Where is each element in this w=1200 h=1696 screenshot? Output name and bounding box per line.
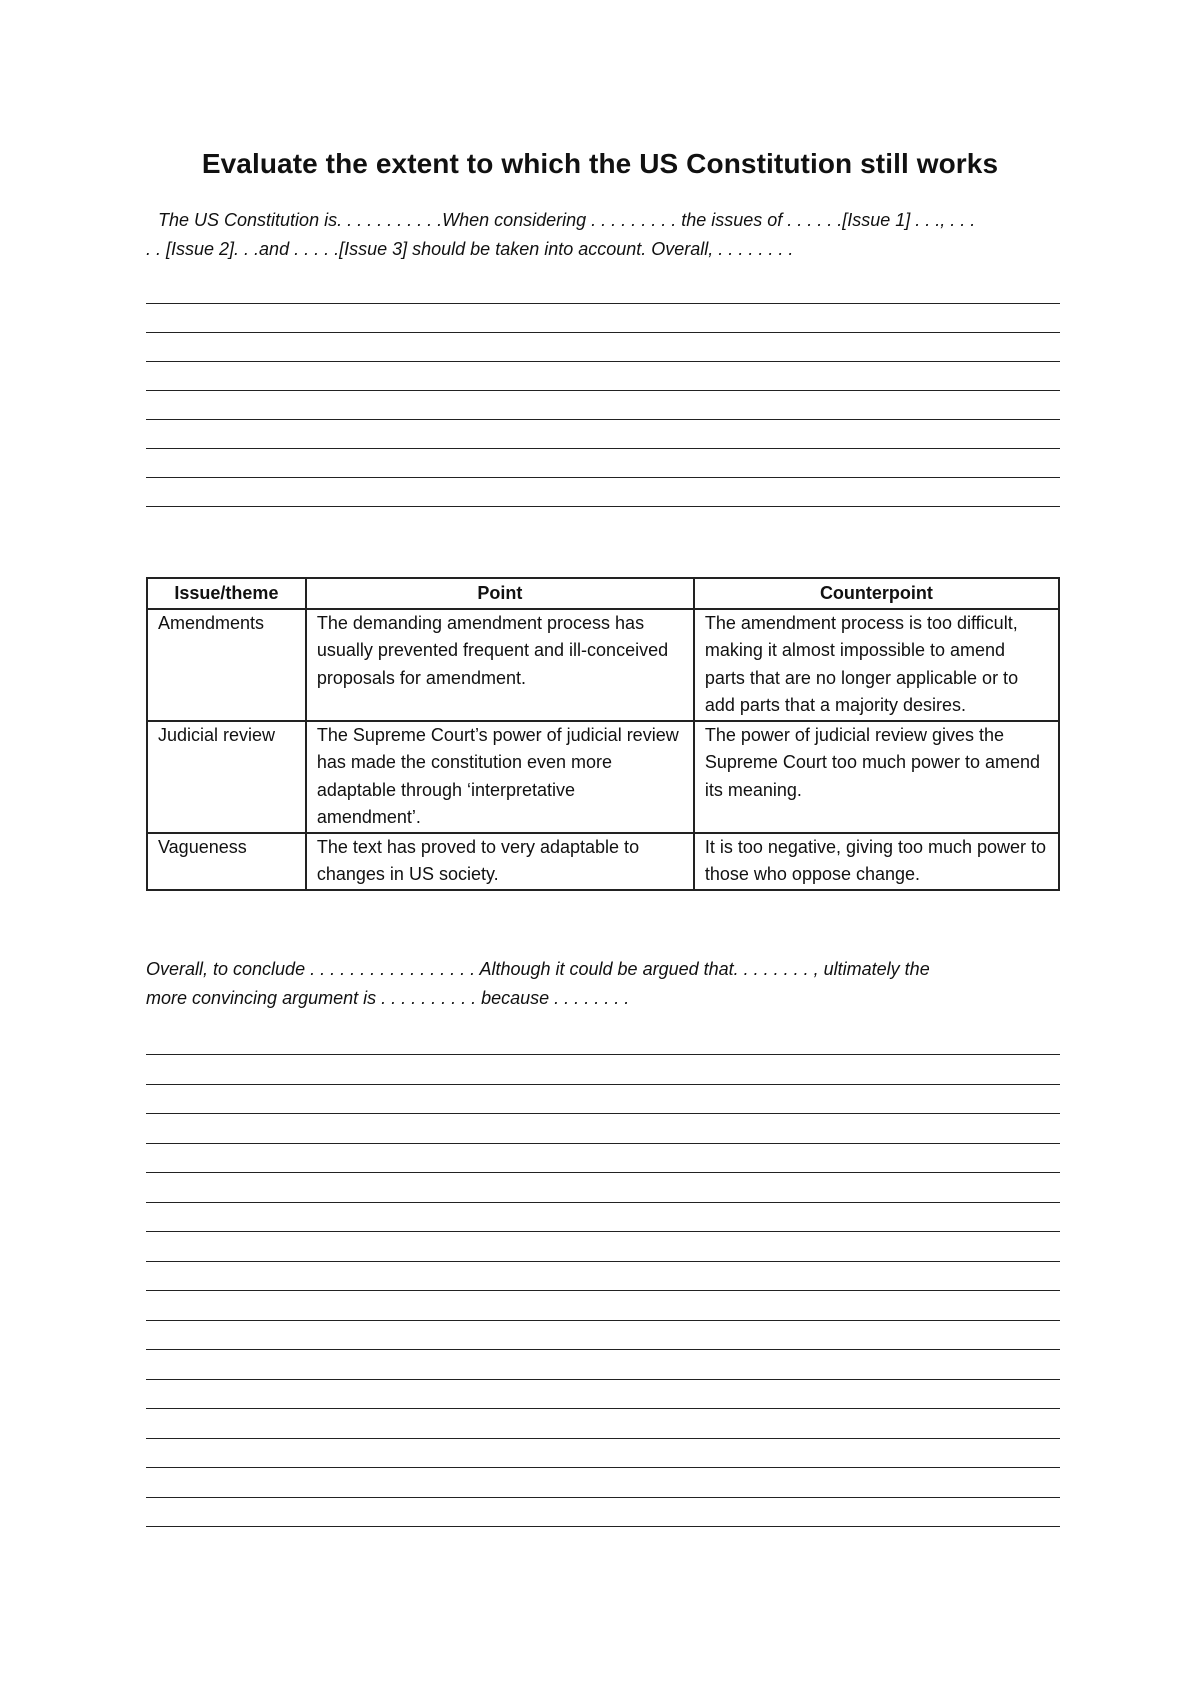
point-cell: The Supreme Court’s power of judicial review has made the constitution even more adaptable through ‘interpretative amendment’. xyxy=(306,721,694,833)
writing-line[interactable] xyxy=(146,477,1060,478)
writing-line[interactable] xyxy=(146,1526,1060,1527)
writing-line[interactable] xyxy=(146,332,1060,333)
intro-line-1: The US Constitution is. . . . . . . . . . .When considering . . . . . . . . . the issues of . . . . . .[Issue 1] . . ., . . . xyxy=(158,210,976,230)
point-cell: The text has proved to very adaptable to changes in US society. xyxy=(306,833,694,890)
conclusion-line-1: Overall, to conclude . . . . . . . . . . . . . . . . . Although it could be argued that. . . . . . . . , ultimately the xyxy=(146,959,930,979)
writing-line[interactable] xyxy=(146,303,1060,304)
counterpoint-cell: The power of judicial review gives the Supreme Court too much power to amend its meaning. xyxy=(694,721,1059,833)
writing-line[interactable] xyxy=(146,1113,1060,1114)
header-point: Point xyxy=(306,578,694,609)
counterpoint-cell: The amendment process is too difficult, making it almost impossible to amend parts that are no longer applicable or to add parts that a majority desires. xyxy=(694,609,1059,721)
table-row xyxy=(147,609,1059,721)
issues-table xyxy=(146,577,1060,891)
header-counterpoint: Counterpoint xyxy=(694,578,1059,609)
writing-line[interactable] xyxy=(146,1408,1060,1409)
writing-line[interactable] xyxy=(146,1290,1060,1291)
writing-line[interactable] xyxy=(146,1202,1060,1203)
table-header-row xyxy=(147,578,1059,609)
writing-line[interactable] xyxy=(146,1497,1060,1498)
writing-line[interactable] xyxy=(146,1320,1060,1321)
writing-line[interactable] xyxy=(146,1143,1060,1144)
writing-line[interactable] xyxy=(146,1467,1060,1468)
writing-line[interactable] xyxy=(146,1349,1060,1350)
writing-line[interactable] xyxy=(146,506,1060,507)
writing-line[interactable] xyxy=(146,419,1060,420)
page-title: Evaluate the extent to which the US Constitution still works xyxy=(201,148,999,179)
writing-line[interactable] xyxy=(146,1084,1060,1085)
table-row xyxy=(147,833,1059,890)
intro-prompt xyxy=(146,206,1066,264)
writing-line[interactable] xyxy=(146,1231,1060,1232)
writing-line[interactable] xyxy=(146,1261,1060,1262)
table-row xyxy=(147,721,1059,833)
writing-line[interactable] xyxy=(146,390,1060,391)
writing-line[interactable] xyxy=(146,1054,1060,1055)
issue-cell: Judicial review xyxy=(147,721,306,833)
writing-line[interactable] xyxy=(146,1438,1060,1439)
issue-cell: Vagueness xyxy=(147,833,306,890)
writing-line[interactable] xyxy=(146,1379,1060,1380)
conclusion-line-2: more convincing argument is . . . . . . . . . . because . . . . . . . . xyxy=(146,988,630,1008)
writing-line[interactable] xyxy=(146,448,1060,449)
intro-line-2: . . [Issue 2]. . .and . . . . .[Issue 3] should be taken into account. Overall, . . . . . . . . xyxy=(146,239,794,259)
writing-line[interactable] xyxy=(146,1172,1060,1173)
conclusion-prompt xyxy=(146,955,1066,1013)
point-cell: The demanding amendment process has usually prevented frequent and ill-conceived proposals for amendment. xyxy=(306,609,694,721)
writing-line[interactable] xyxy=(146,361,1060,362)
header-issue: Issue/theme xyxy=(147,578,306,609)
issue-cell: Amendments xyxy=(147,609,306,721)
counterpoint-cell: It is too negative, giving too much power to those who oppose change. xyxy=(694,833,1059,890)
